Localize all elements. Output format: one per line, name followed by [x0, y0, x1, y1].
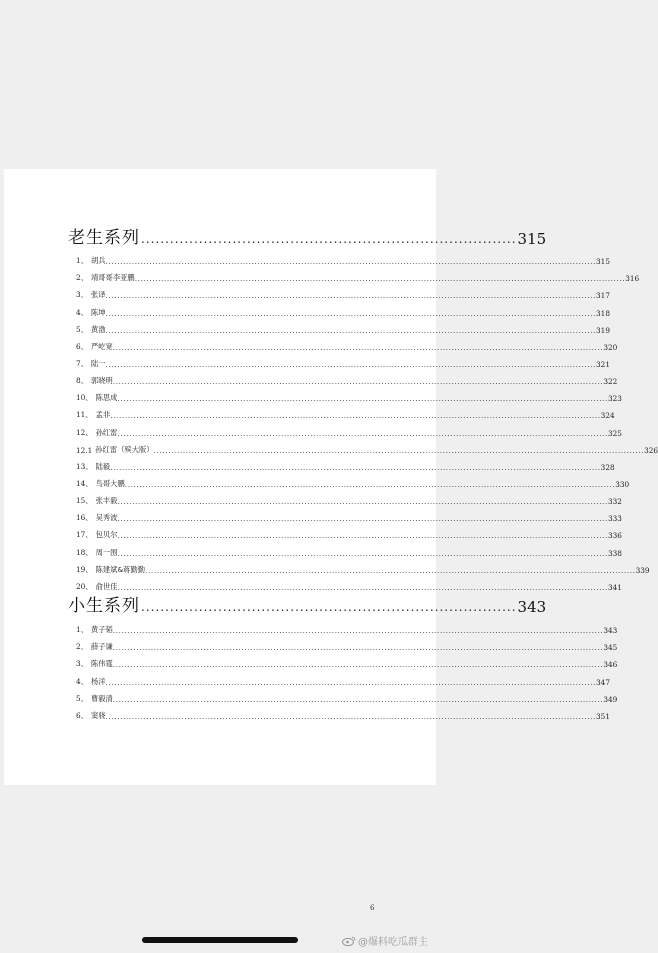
section-page: 315 [517, 230, 547, 248]
toc-row[interactable]: 2、 薛子谦 ........................................................................................................................................................................ 345 [76, 642, 618, 653]
toc-row[interactable]: 2、 靖哥哥李亚鹏 ........................................................................................................................................................................ 316 [76, 273, 640, 284]
toc-row[interactable]: 12.1 孙红雷（殡大版） ........................................................................................................................................................................ 326 [76, 444, 658, 455]
toc-row[interactable]: 3、 陈伟霆 ........................................................................................................................................................................ 346 [76, 659, 618, 670]
toc-row[interactable]: 6、 窦骁 ........................................................................................................................................................................ 351 [76, 710, 610, 721]
section-title: 老生系列 [68, 228, 140, 248]
toc-row[interactable]: 1、 胡兵 ........................................................................................................................................................................ 315 [76, 256, 610, 267]
watermark [342, 933, 428, 948]
toc-row[interactable]: 5、 黄渤 ........................................................................................................................................................................ 319 [76, 324, 610, 335]
toc-row[interactable]: 20、 俞世佳 ........................................................................................................................................................................ 341 [76, 581, 622, 592]
leader-dots: .............................................................................. [141, 600, 517, 614]
section-title: 小生系列 [68, 596, 140, 616]
toc-row[interactable]: 12、 孙红雷 ........................................................................................................................................................................ 325 [76, 427, 622, 438]
toc-row[interactable]: 5、 曹毅清 ........................................................................................................................................................................ 349 [76, 693, 618, 704]
toc-row[interactable]: 15、 张丰毅 ........................................................................................................................................................................ 332 [76, 496, 622, 507]
watermark-text: @爆料吃瓜群主 [358, 937, 428, 948]
section-heading [68, 592, 547, 616]
toc-row[interactable]: 11、 孟非 ........................................................................................................................................................................ 324 [76, 410, 615, 421]
toc-row[interactable]: 7、 陆一 ........................................................................................................................................................................ 321 [76, 358, 610, 369]
toc-row[interactable]: 3、 张译 ........................................................................................................................................................................ 317 [76, 290, 610, 301]
leader-dots: .............................................................................. [141, 232, 517, 246]
toc-row[interactable]: 13、 陆毅 ........................................................................................................................................................................ 328 [76, 461, 615, 472]
toc-row[interactable]: 4、 陈坤 ........................................................................................................................................................................ 318 [76, 307, 610, 318]
toc-row[interactable]: 8、 郭晓明 ........................................................................................................................................................................ 322 [76, 376, 618, 387]
toc-row[interactable]: 17、 包贝尔 ........................................................................................................................................................................ 336 [76, 530, 622, 541]
toc-row[interactable]: 19、 陈建斌&蒋勤勤 ........................................................................................................................................................................ 339 [76, 564, 650, 575]
page-number: 6 [370, 904, 375, 912]
toc-row[interactable]: 4、 杨洋 ........................................................................................................................................................................ 347 [76, 676, 610, 687]
document-page [4, 169, 658, 912]
toc-list-senior [76, 249, 658, 592]
toc-row[interactable]: 16、 吴秀波 ........................................................................................................................................................................ 333 [76, 513, 622, 524]
home-indicator[interactable] [142, 937, 298, 943]
toc-row[interactable]: 14、 鸟哥大鹏 ........................................................................................................................................................................ 330 [76, 478, 630, 489]
toc-row[interactable]: 6、 严屹宽 ........................................................................................................................................................................ 320 [76, 341, 618, 352]
weibo-icon [342, 936, 356, 946]
section-heading [68, 224, 547, 248]
toc-list-junior [76, 618, 618, 721]
section-page: 343 [517, 598, 547, 616]
toc-row[interactable]: 10、 陈思成 ........................................................................................................................................................................ 323 [76, 393, 622, 404]
toc-row[interactable]: 18、 周一围 ........................................................................................................................................................................ 338 [76, 547, 622, 558]
toc-row[interactable]: 1、 黄子韬 ........................................................................................................................................................................ 343 [76, 625, 618, 636]
